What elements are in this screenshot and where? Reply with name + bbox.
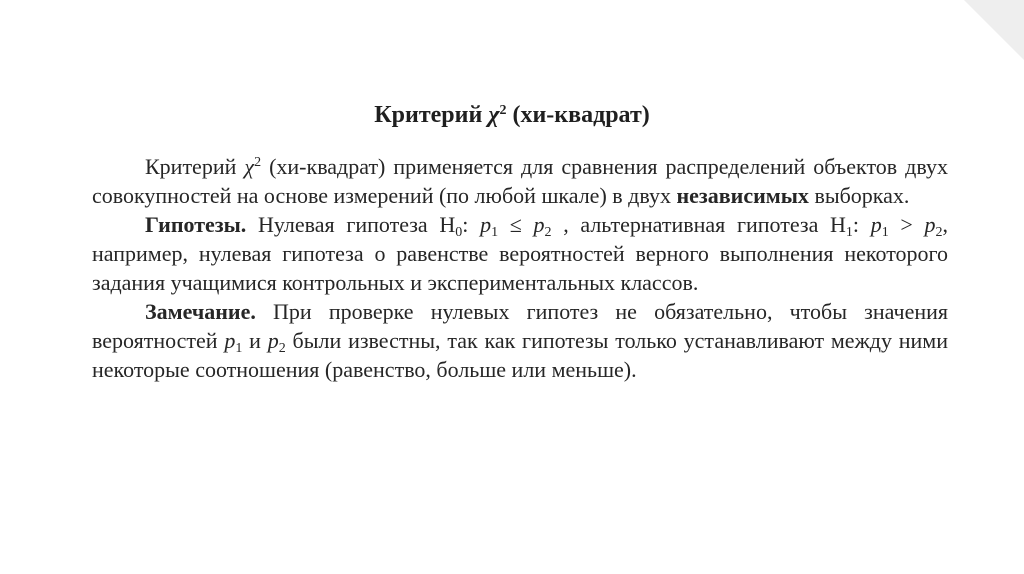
superscript: 2 bbox=[254, 155, 262, 170]
body-text bbox=[92, 152, 948, 384]
text: были известны, так как гипотезы только устанавливают между ними некоторые соотношения (равенство, больше или меньше). bbox=[92, 328, 948, 382]
variable: p bbox=[533, 212, 545, 237]
variable: p bbox=[224, 328, 236, 353]
title-superscript: 2 bbox=[499, 103, 507, 118]
chi-symbol: χ bbox=[244, 154, 255, 179]
text: (хи-квадрат) применяется для сравнения распределений объектов двух совокупностей на основе измерений (по любой шкале) в двух bbox=[92, 154, 949, 208]
subscript: 2 bbox=[278, 341, 286, 356]
remark-label: Замечание. bbox=[145, 299, 256, 324]
subscript: 1 bbox=[881, 225, 889, 240]
paragraph-hypotheses bbox=[92, 210, 948, 297]
bold-term: независимых bbox=[676, 183, 809, 208]
text: выборках. bbox=[808, 183, 910, 208]
text: Нулевая гипотеза Н bbox=[246, 212, 456, 237]
paragraph-definition bbox=[92, 152, 948, 210]
text: и bbox=[242, 328, 268, 353]
text: : bbox=[852, 212, 871, 237]
text: Критерий bbox=[145, 154, 245, 179]
text: , например, нулевая гипотеза о равенстве вероятностей верного выполнения некоторого задания учащимися контрольных и экспериментальных классов. bbox=[92, 212, 948, 295]
text: , альтернативная гипотеза Н bbox=[551, 212, 846, 237]
variable: p bbox=[267, 328, 279, 353]
title-suffix: (хи-квадрат) bbox=[506, 102, 650, 128]
subscript: 2 bbox=[544, 225, 552, 240]
gt-symbol: > bbox=[888, 212, 925, 237]
paragraph-remark bbox=[92, 297, 948, 384]
subscript: 0 bbox=[455, 225, 463, 240]
le-symbol: ≤ bbox=[498, 212, 534, 237]
variable: p bbox=[924, 212, 936, 237]
title-chi-symbol: χ bbox=[488, 102, 500, 128]
subscript: 1 bbox=[845, 225, 853, 240]
text: При проверке нулевых гипотез не обязательно, чтобы значения вероятностей bbox=[92, 299, 948, 353]
subscript: 2 bbox=[935, 225, 943, 240]
subscript: 1 bbox=[491, 225, 499, 240]
variable: p bbox=[480, 212, 492, 237]
hypotheses-label: Гипотезы. bbox=[145, 212, 247, 237]
slide-title bbox=[0, 100, 1024, 130]
page-curl-decoration bbox=[964, 0, 1024, 60]
title-text: Критерий bbox=[374, 102, 489, 128]
text: : bbox=[462, 212, 481, 237]
subscript: 1 bbox=[235, 341, 243, 356]
variable: p bbox=[870, 212, 882, 237]
